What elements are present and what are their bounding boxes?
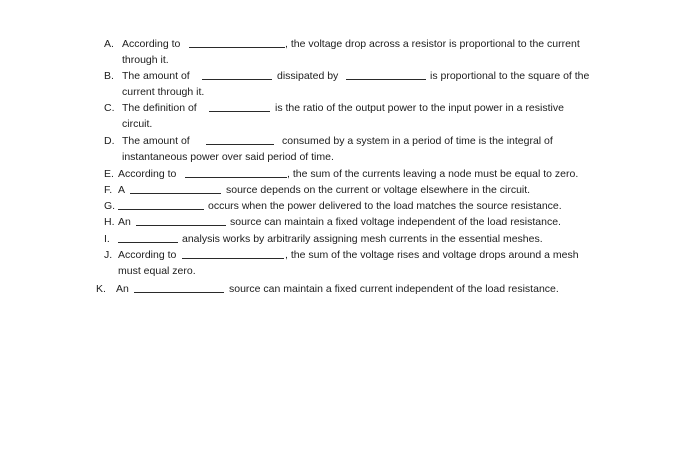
answer-blank[interactable] — [118, 233, 178, 243]
question-marker: F. — [104, 184, 113, 196]
question-text-continued: through it. — [122, 54, 169, 66]
answer-blank[interactable] — [202, 70, 272, 80]
answer-blank[interactable] — [134, 283, 224, 293]
question-text: The amount of — [122, 70, 190, 82]
answer-blank[interactable] — [136, 216, 226, 226]
question-text: , the sum of the currents leaving a node must be equal to zero. — [287, 168, 579, 180]
question-marker: G. — [104, 200, 116, 212]
question-marker: B. — [104, 70, 114, 82]
question-marker: D. — [104, 135, 115, 147]
answer-blank[interactable] — [130, 184, 221, 194]
question-marker: J. — [104, 249, 113, 261]
question-text: source can maintain a fixed voltage independent of the load resistance. — [230, 216, 561, 228]
question-marker: E. — [104, 168, 114, 180]
question-text: analysis works by arbitrarily assigning mesh currents in the essential meshes. — [182, 233, 543, 245]
question-text: A — [118, 184, 126, 196]
question-text: An — [118, 216, 131, 228]
question-marker: K. — [96, 283, 106, 295]
answer-blank[interactable] — [189, 38, 285, 48]
question-marker: H. — [104, 216, 115, 228]
question-text: According to — [122, 38, 181, 50]
question-text: occurs when the power delivered to the load matches the source resistance. — [208, 200, 562, 212]
question-text-continued: circuit. — [122, 118, 153, 130]
question-text: source can maintain a fixed current independent of the load resistance. — [229, 283, 559, 295]
question-marker: I. — [104, 233, 110, 245]
question-text-continued: instantaneous power over said period of time. — [122, 151, 334, 163]
question-text-continued: current through it. — [122, 86, 205, 98]
question-text: is the ratio of the output power to the input power in a resistive — [275, 102, 564, 114]
question-marker: C. — [104, 102, 115, 114]
answer-blank[interactable] — [182, 249, 284, 259]
question-text: According to — [118, 249, 177, 261]
answer-blank[interactable] — [346, 70, 426, 80]
question-text: , the sum of the voltage rises and voltage drops around a mesh — [285, 249, 579, 261]
answer-blank[interactable] — [206, 135, 274, 145]
question-text-continued: must equal zero. — [118, 265, 196, 277]
question-text: dissipated by — [277, 70, 339, 82]
answer-blank[interactable] — [118, 200, 204, 210]
question-text: The definition of — [122, 102, 197, 114]
question-text: The amount of — [122, 135, 190, 147]
question-text: source depends on the current or voltage elsewhere in the circuit. — [226, 184, 531, 196]
question-marker: A. — [104, 38, 114, 50]
question-text: consumed by a system in a period of time is the integral of — [282, 135, 553, 147]
answer-blank[interactable] — [209, 102, 270, 112]
question-text: is proportional to the square of the — [430, 70, 590, 82]
question-text: , the voltage drop across a resistor is proportional to the current — [285, 38, 580, 50]
question-text: An — [116, 283, 129, 295]
answer-blank[interactable] — [185, 168, 287, 178]
question-text: According to — [118, 168, 177, 180]
